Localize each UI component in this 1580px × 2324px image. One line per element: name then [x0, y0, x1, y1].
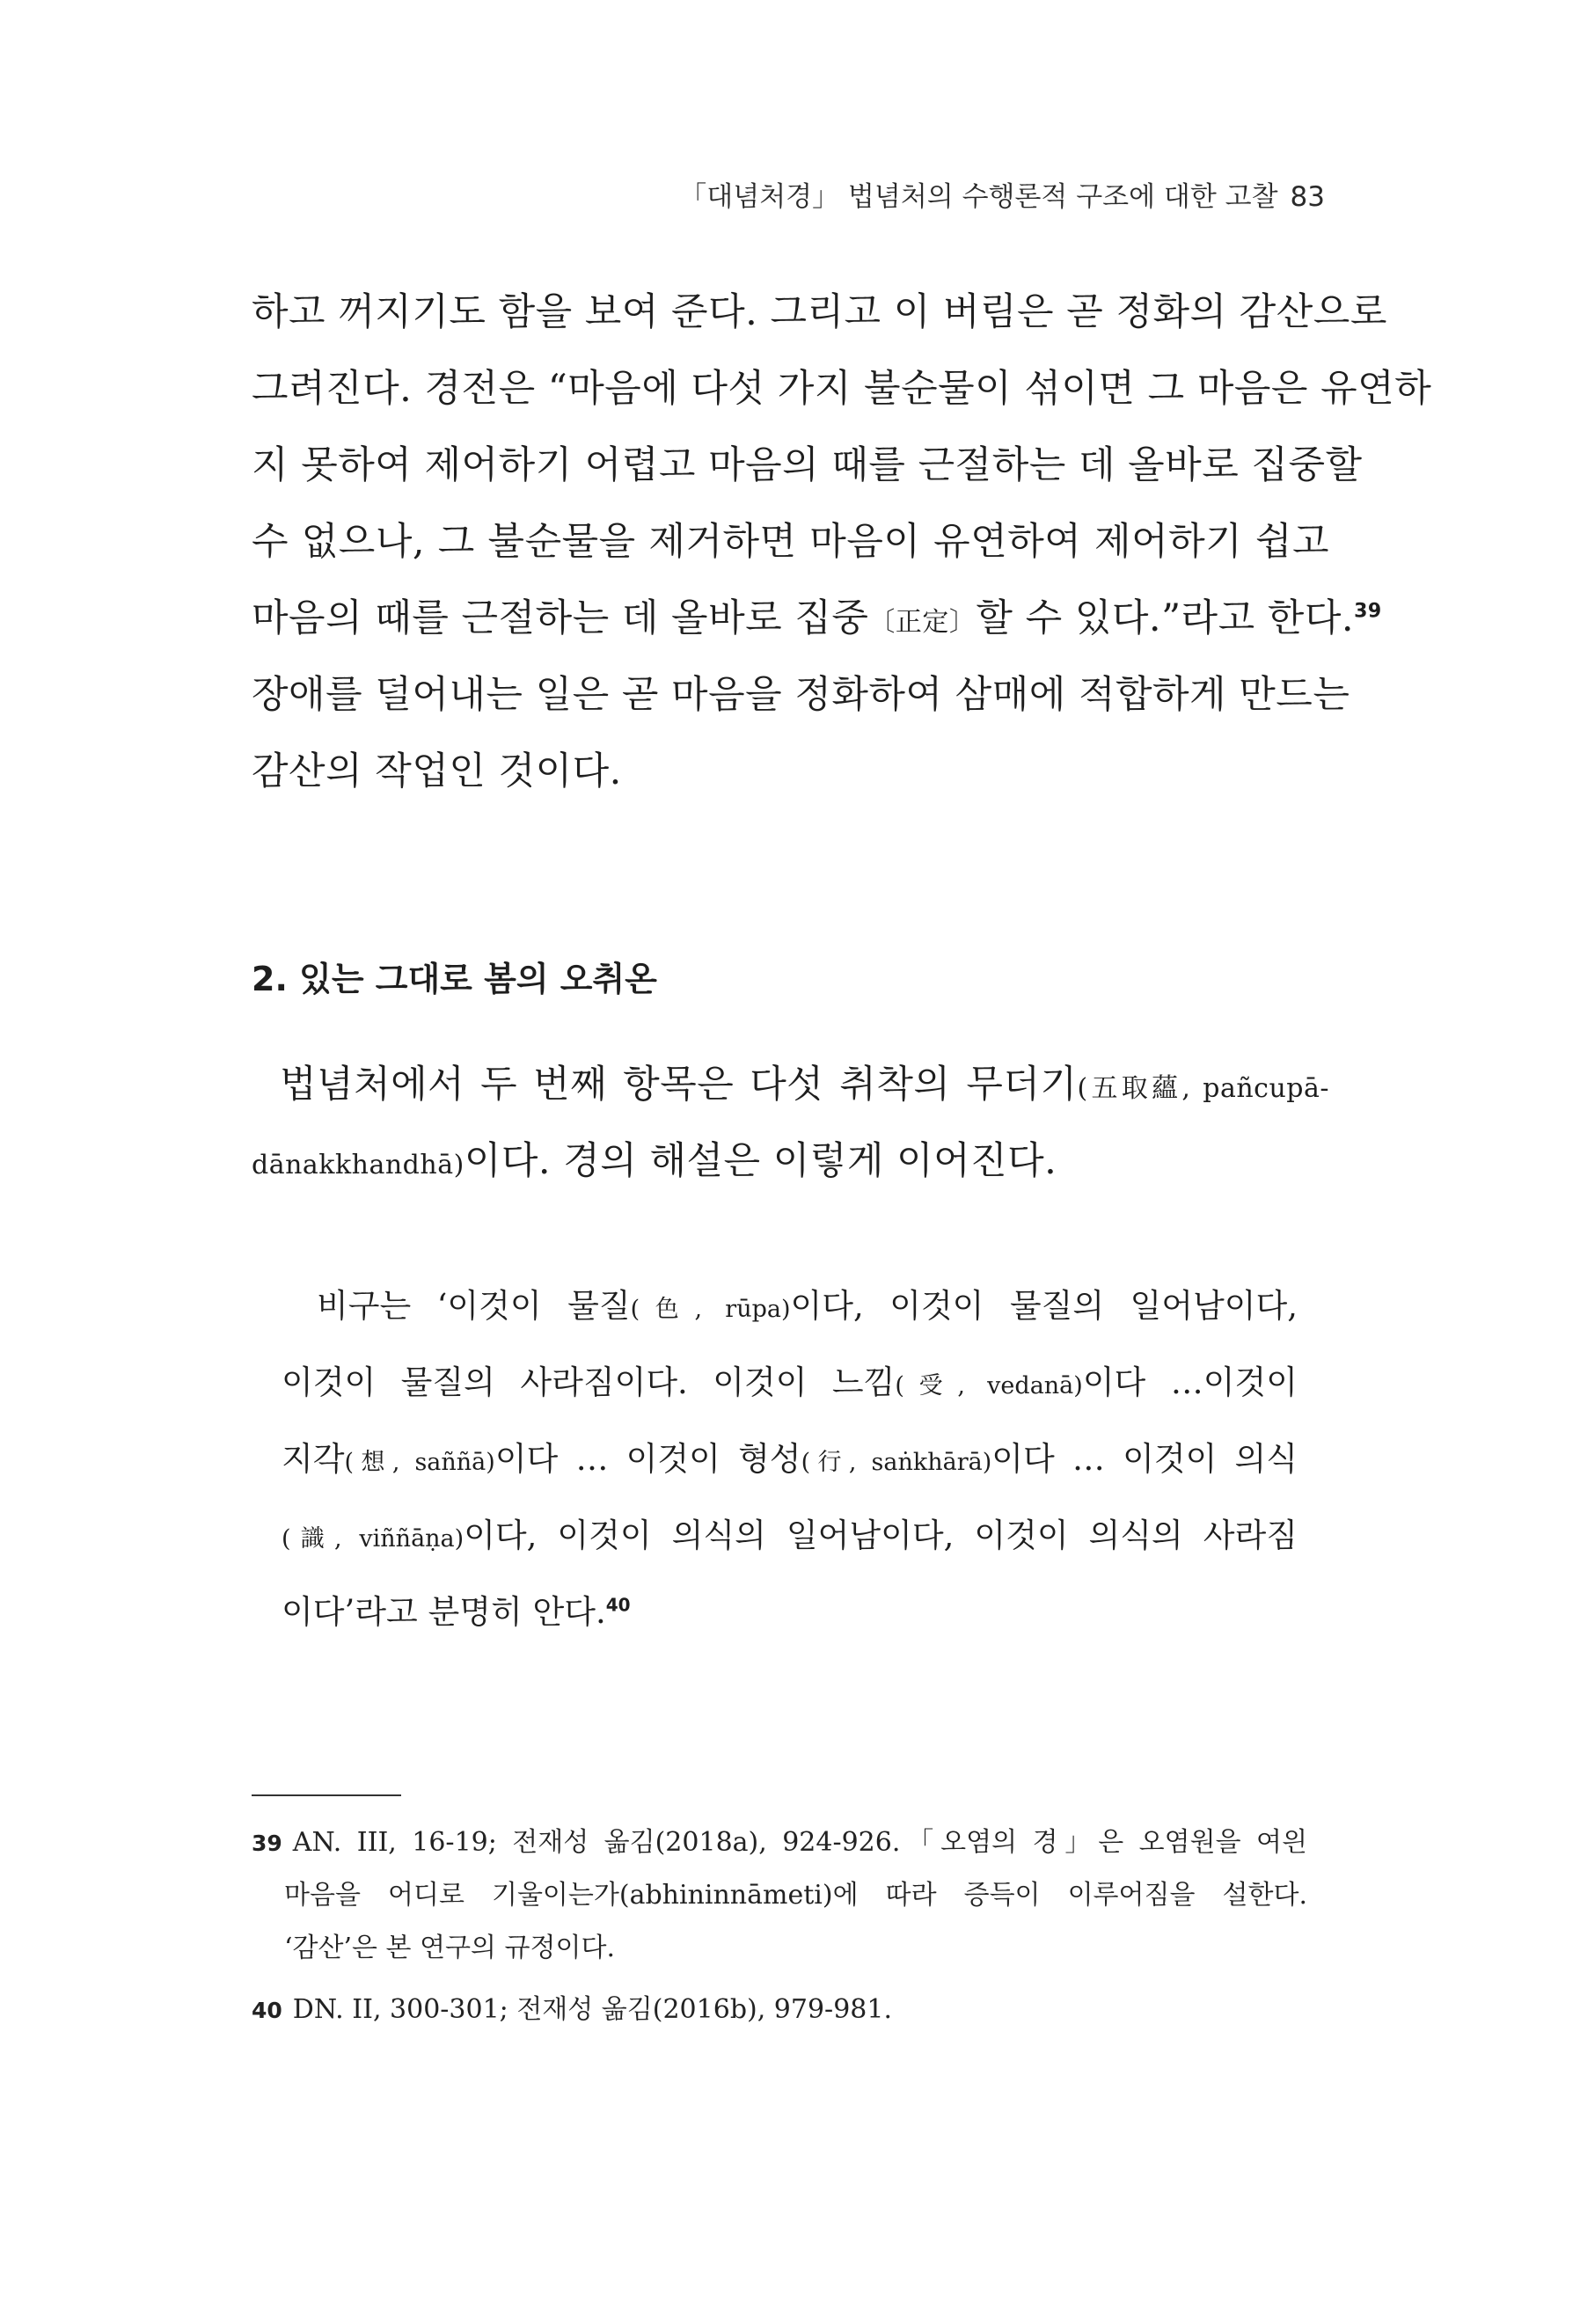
text-segment: 이것이 물질의 사라짐이다. 이것이 느낌	[282, 1363, 896, 1401]
text-segment: 지각	[282, 1440, 345, 1478]
text-segment: 법념처에서 두 번째 항목은 다섯 취착의 무더기	[280, 1063, 1078, 1107]
text-segment: 마음의 때를 근절하는 데 올바로 집중	[252, 596, 869, 640]
paragraph-line	[252, 1139, 1329, 1183]
paragraph-line: 그려진다. 경전은 “마음에 다섯 가지 불순물이 섞이면 그 마음은 유연하	[252, 367, 1432, 411]
quote-line	[317, 1287, 1298, 1325]
hanja-annotation: (識, viññāṇa)	[282, 1525, 464, 1553]
hanja-annotation: (受, vedanā)	[895, 1372, 1083, 1400]
paragraph-line: 수 없으나, 그 불순물을 제거하면 마음이 유연하여 제어하기 쉽고	[252, 520, 1329, 564]
hanja-annotation: (色, rūpa)	[630, 1296, 791, 1323]
footnote-ref-40[interactable]: 40	[605, 1594, 631, 1616]
hanja-annotation: (五取蘊, pañcupā-	[1077, 1073, 1330, 1104]
text-segment: 할 수 있다.”라고 한다.	[976, 596, 1355, 640]
text-segment: 이다 … 이것이 의식	[991, 1440, 1298, 1478]
footnote-separator	[252, 1794, 401, 1796]
footnote-39	[252, 1827, 1307, 1858]
paragraph-line: 장애를 덜어내는 일은 곧 마음을 정화하여 삼매에 적합하게 만드는	[252, 673, 1350, 717]
paragraph-line: 지 못하여 제어하기 어렵고 마음의 때를 근절하는 데 올바로 집중할	[252, 443, 1363, 487]
footnote-ref-39[interactable]: 39	[1354, 600, 1382, 623]
text-segment: 이다, 이것이 의식의 일어남이다, 이것이 의식의 사라짐	[464, 1516, 1298, 1554]
hanja-annotation: 〔正定〕	[868, 607, 977, 638]
quote-line	[282, 1440, 1298, 1478]
quote-line	[282, 1516, 1298, 1554]
footnote-number: 39	[252, 1831, 282, 1856]
footnote-text: DN. II, 300-301; 전재성 옮김(2016b), 979-981.	[292, 1994, 892, 2025]
footnote-39-cont: 마음을 어디로 기울이는가(abhininnāmeti)에 따라 증득이 이루어짐을 설한다.	[284, 1880, 1307, 1911]
footnote-39-cont: ‘감산’은 본 연구의 규정이다.	[284, 1933, 615, 1963]
hanja-annotation: (想, saññā)	[344, 1449, 495, 1476]
text-segment: 이다. 경의 해설은 이렇게 이어진다.	[464, 1139, 1057, 1183]
text-segment: 이다 …이것이	[1082, 1363, 1298, 1401]
text-segment: 이다’라고 분명히 안다.	[282, 1593, 606, 1631]
hanja-annotation: (行, saṅkhārā)	[801, 1449, 992, 1476]
text-segment: 이다 … 이것이 형성	[494, 1440, 801, 1478]
footnote-text: AN. III, 16-19; 전재성 옮김(2018a), 924-926.「오염의 경」은 오염원을 여읜	[292, 1827, 1307, 1858]
paragraph-line: 감산의 작업인 것이다.	[252, 749, 622, 793]
pali-term: dānakkhandhā)	[252, 1150, 464, 1180]
text-segment: 비구는 ‘이것이 물질	[317, 1287, 631, 1325]
running-title: 「대념처경」 법념처의 수행론적 구조에 대한 고찰	[679, 181, 1278, 213]
quote-line	[282, 1593, 1298, 1631]
paragraph-line	[252, 596, 1382, 640]
footnote-number: 40	[252, 1998, 282, 2023]
running-header	[679, 174, 1325, 214]
text-segment: 이다, 이것이 물질의 일어남이다,	[790, 1287, 1298, 1325]
quote-line	[282, 1363, 1298, 1401]
paragraph-line: 하고 꺼지기도 함을 보여 준다. 그리고 이 버림은 곧 정화의 감산으로	[252, 290, 1387, 334]
page-number: 83	[1290, 181, 1325, 213]
footnote-40	[252, 1994, 892, 2025]
section-heading: 2. 있는 그대로 봄의 오취온	[252, 960, 657, 998]
paragraph-line	[280, 1063, 1330, 1107]
